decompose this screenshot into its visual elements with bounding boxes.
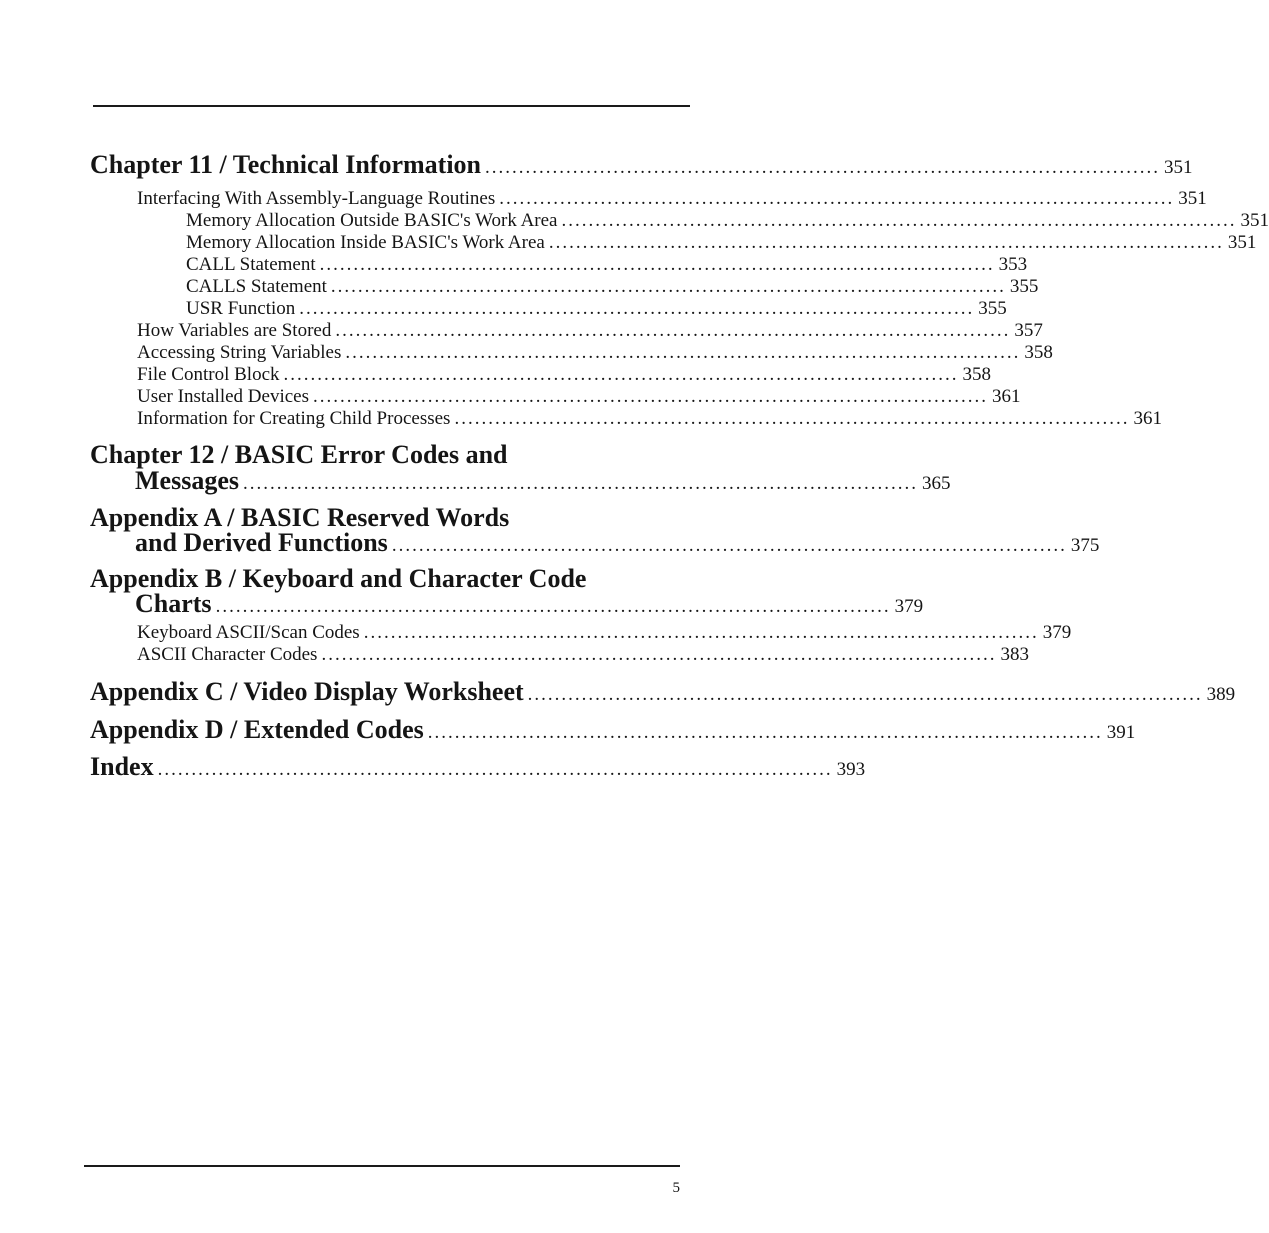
toc-entry-title: CALLS Statement: [186, 276, 327, 297]
toc-subentry: [186, 254, 1028, 276]
toc-subentry: [186, 276, 1039, 298]
leader-dots: ....................................................................................................: [283, 364, 959, 385]
toc-entry-title: Information for Creating Child Processes: [137, 408, 451, 429]
leader-dots: ....................................................................................................: [242, 473, 918, 494]
leader-dots: ....................................................................................................: [319, 254, 995, 275]
toc-entry-page: 358: [962, 364, 991, 385]
toc-entry-title: Memory Allocation Inside BASIC's Work Area: [186, 232, 545, 253]
toc-entry-appendix-d: [90, 715, 1136, 745]
toc-entry-chapter-12: [135, 466, 951, 496]
toc-entry-page: 389: [1206, 684, 1236, 705]
toc-entry-title: Index: [90, 752, 154, 781]
toc-entry-title: Chapter 11 / Technical Information: [90, 150, 482, 179]
toc-heading-appendix-b: Appendix B / Keyboard and Character Code: [90, 564, 587, 593]
leader-dots: ....................................................................................................: [345, 342, 1021, 363]
toc-entry-title: CALL Statement: [186, 254, 316, 275]
leader-dots: ....................................................................................................: [321, 644, 997, 665]
toc-entry-page: 383: [1000, 644, 1029, 665]
toc-entry-page: 351: [1240, 210, 1269, 231]
toc-entry-page: 391: [1106, 722, 1136, 743]
toc-entry-page: 358: [1024, 342, 1053, 363]
leader-dots: ....................................................................................................: [485, 157, 1161, 178]
page-number: 5: [672, 1180, 680, 1196]
toc-entry-title: and Derived Functions: [135, 528, 388, 557]
toc-entry-title: File Control Block: [137, 364, 280, 385]
toc-subentry: [137, 386, 1021, 408]
toc-entry-page: 393: [836, 759, 866, 780]
toc-entry-chapter-11: [90, 150, 1193, 180]
top-rule: [93, 105, 690, 107]
leader-dots: ....................................................................................................: [499, 188, 1175, 209]
toc-entry-page: 379: [1042, 622, 1072, 643]
toc-entry-appendix-c: [90, 677, 1236, 707]
leader-dots: ....................................................................................................: [527, 684, 1203, 705]
leader-dots: ....................................................................................................: [454, 408, 1130, 429]
toc-heading-appendix-a: Appendix A / BASIC Reserved Words: [90, 503, 510, 532]
toc-entry-title: Appendix D / Extended Codes: [90, 715, 424, 744]
leader-dots: ....................................................................................................: [561, 210, 1237, 231]
toc-entry-appendix-a: [135, 528, 1100, 558]
leader-dots: ....................................................................................................: [335, 320, 1011, 341]
toc-entry-title: Appendix C / Video Display Worksheet: [90, 677, 524, 706]
toc-entry-title: Memory Allocation Outside BASIC's Work Area: [186, 210, 558, 231]
leader-dots: ....................................................................................................: [215, 596, 891, 617]
toc-entry-title: ASCII Character Codes: [137, 644, 318, 665]
toc-entry-page: 361: [992, 386, 1021, 407]
toc-entry-page: 351: [1164, 157, 1193, 178]
leader-dots: ....................................................................................................: [427, 722, 1103, 743]
toc-entry-page: 353: [998, 254, 1028, 275]
toc-entry-title: Keyboard ASCII/Scan Codes: [137, 622, 360, 643]
toc-subentry: [137, 320, 1043, 342]
toc-entry-appendix-b: [135, 589, 924, 619]
toc-entry-page: 375: [1070, 535, 1100, 556]
leader-dots: ....................................................................................................: [391, 535, 1067, 556]
toc-entry-title: Charts: [135, 589, 212, 618]
leader-dots: ....................................................................................................: [330, 276, 1006, 297]
toc-entry-title: Accessing String Variables: [137, 342, 342, 363]
bottom-rule: [84, 1165, 680, 1167]
toc-entry-title: USR Function: [186, 298, 296, 319]
toc-entry-index: [90, 752, 866, 782]
toc-entry-title: Interfacing With Assembly-Language Routines: [137, 188, 496, 209]
toc-subentry: [137, 644, 1029, 666]
toc-entry-page: 361: [1133, 408, 1162, 429]
toc-subentry: [186, 210, 1269, 232]
toc-subentry: [186, 298, 1007, 320]
toc-entry-page: 379: [894, 596, 924, 617]
leader-dots: ....................................................................................................: [313, 386, 988, 407]
toc-entry-title: User Installed Devices: [137, 386, 309, 407]
toc-entry-title: Messages: [135, 466, 239, 495]
toc-entry-page: 355: [978, 298, 1007, 319]
leader-dots: ....................................................................................................: [157, 759, 833, 780]
toc-subentry: [186, 232, 1257, 254]
leader-dots: ....................................................................................................: [299, 298, 975, 319]
toc-subentry: [137, 622, 1072, 644]
toc-subentry: [137, 364, 991, 386]
toc-entry-page: 365: [921, 473, 951, 494]
leader-dots: ....................................................................................................: [548, 232, 1224, 253]
toc-heading-chapter-12: Chapter 12 / BASIC Error Codes and: [90, 440, 508, 469]
toc-entry-page: 351: [1178, 188, 1207, 209]
toc-entry-page: 355: [1009, 276, 1039, 297]
toc-subentry: [137, 188, 1207, 210]
leader-dots: ....................................................................................................: [363, 622, 1039, 643]
toc-entry-page: 351: [1227, 232, 1257, 253]
toc-entry-title: How Variables are Stored: [137, 320, 332, 341]
toc-entry-page: 357: [1014, 320, 1043, 341]
toc-subentry: [137, 342, 1053, 364]
toc-subentry: [137, 408, 1162, 430]
